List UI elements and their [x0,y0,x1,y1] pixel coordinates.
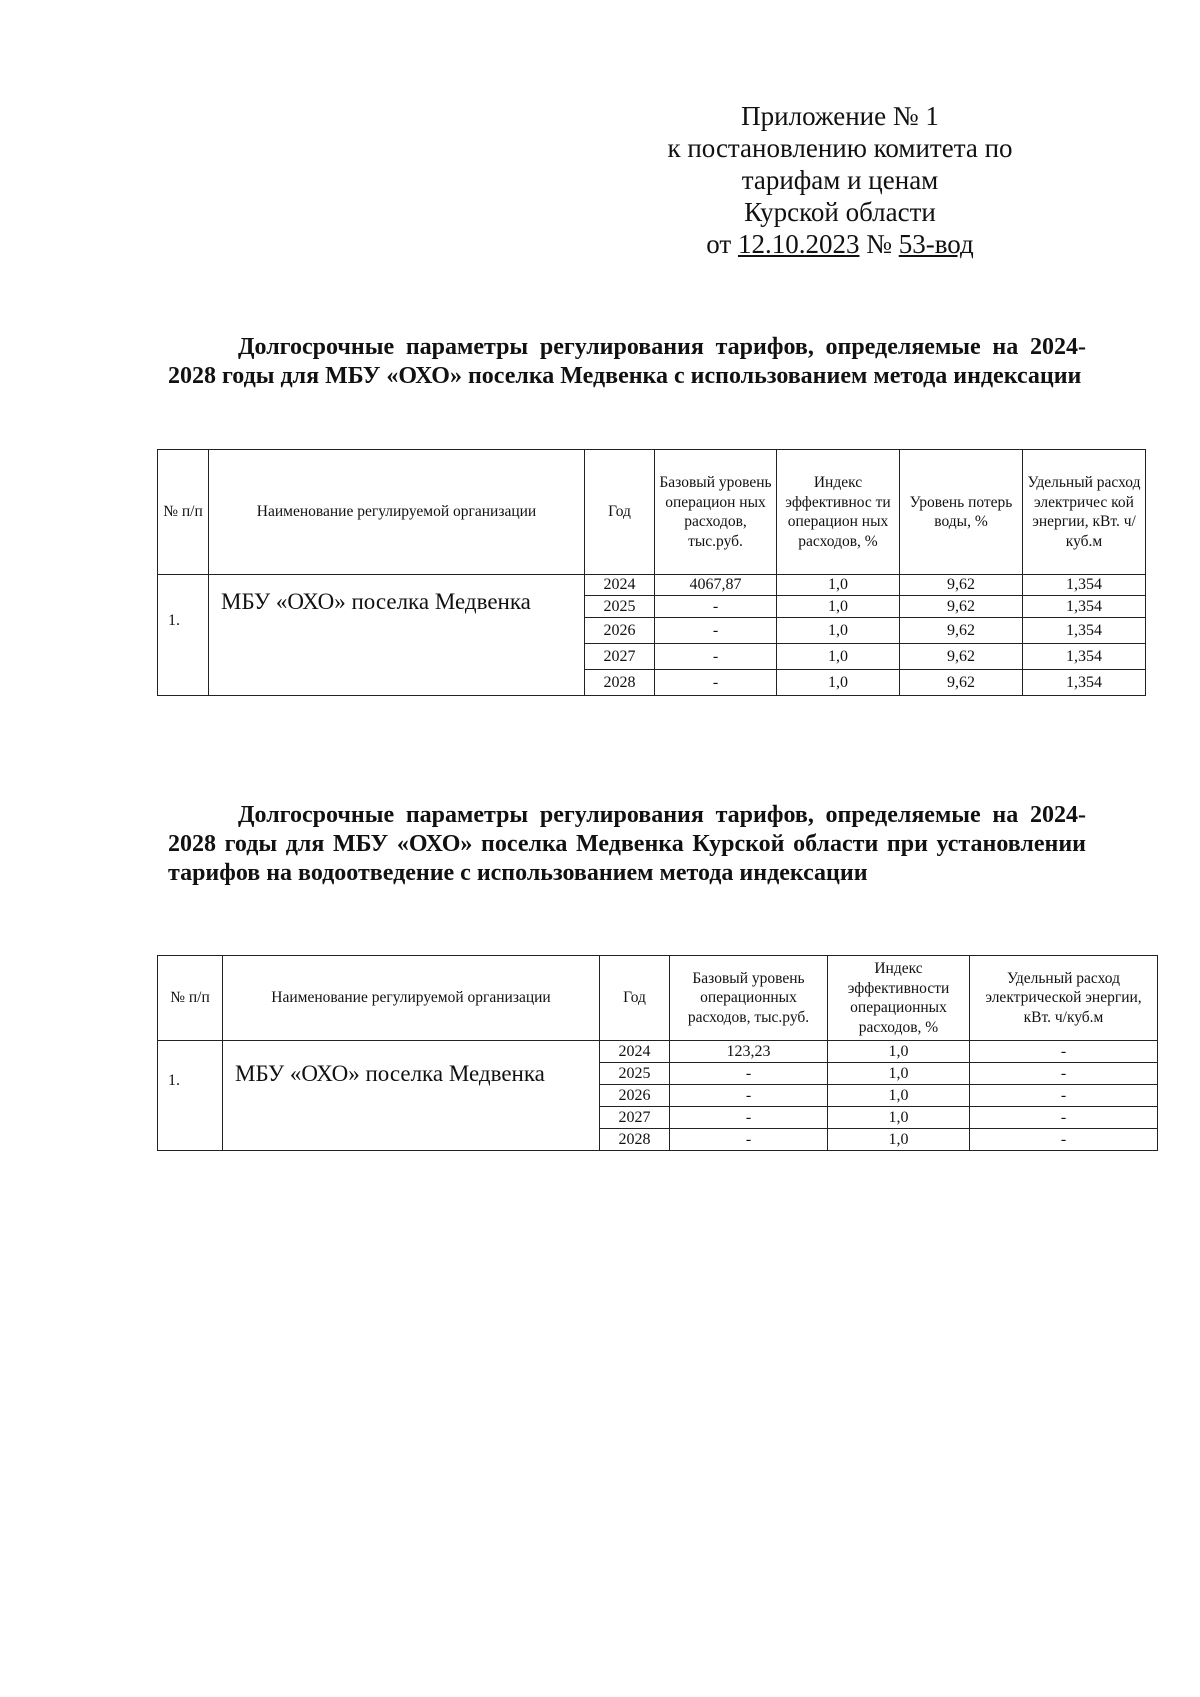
appendix-line: к постановлению комитета по [667,133,1013,163]
number-prefix: № [866,229,892,259]
section1-heading [168,333,1086,391]
appendix-block [600,100,1080,260]
year-cell: 2026 [600,1085,670,1107]
row-number: 1. [158,1041,223,1151]
base-costs-cell: - [655,618,777,644]
header-efficiency-index: Индекс эффективности операционных расходов, % [828,956,970,1041]
base-costs-cell: - [655,596,777,618]
year-cell: 2025 [600,1063,670,1085]
efficiency-index-cell: 1,0 [828,1085,970,1107]
year-cell: 2024 [600,1041,670,1063]
efficiency-index-cell: 1,0 [777,596,900,618]
wastewater-table [157,955,1158,1151]
header-year: Год [585,450,655,575]
header-num: № п/п [158,956,223,1041]
organization-name: МБУ «ОХО» поселка Медвенка [209,575,585,696]
efficiency-index-cell: 1,0 [828,1063,970,1085]
water-loss-cell: 9,62 [900,644,1023,670]
header-org: Наименование регулируемой организации [223,956,600,1041]
energy-consumption-cell: 1,354 [1023,670,1146,696]
efficiency-index-cell: 1,0 [777,670,900,696]
section1-heading-line1: Долгосрочные параметры регулирования тарифов, определяемые на [238,334,1019,360]
energy-consumption-cell: 1,354 [1023,575,1146,596]
efficiency-index-cell: 1,0 [828,1129,970,1151]
header-org: Наименование регулируемой организации [209,450,585,575]
water-loss-cell: 9,62 [900,575,1023,596]
header-base-costs: Базовый уровень операцион ных расходов, тыс.руб. [655,450,777,575]
date-prefix: от [706,229,732,259]
year-cell: 2025 [585,596,655,618]
header-year: Год [600,956,670,1041]
efficiency-index-cell: 1,0 [777,618,900,644]
water-supply-table [157,449,1146,696]
header-base-costs: Базовый уровень операционных расходов, тыс.руб. [670,956,828,1041]
row-number: 1. [158,575,209,696]
energy-consumption-cell: - [970,1129,1158,1151]
base-costs-cell: 123,23 [670,1041,828,1063]
efficiency-index-cell: 1,0 [777,644,900,670]
table-header-row [158,956,1158,1041]
header-efficiency-index: Индекс эффективнос ти операцион ных расходов, % [777,450,900,575]
base-costs-cell: - [670,1085,828,1107]
header-water-loss: Уровень потерь воды, % [900,450,1023,575]
section2-heading-line1: Долгосрочные параметры регулирования тарифов, определяемые на [238,802,1019,828]
header-energy-consumption: Удельный расход электрической энергии, кВт. ч/куб.м [970,956,1158,1041]
energy-consumption-cell: 1,354 [1023,596,1146,618]
year-cell: 2027 [585,644,655,670]
section2-heading-rest: 2024-2028 годы для МБУ «ОХО» поселка Медвенка Курской области при установлении тарифов на водоотведение с использованием метода индексации [168,802,1086,886]
base-costs-cell: - [670,1107,828,1129]
appendix-date-line [600,228,1080,260]
base-costs-cell: - [670,1063,828,1085]
year-cell: 2028 [585,670,655,696]
year-cell: 2026 [585,618,655,644]
base-costs-cell: - [655,644,777,670]
table-row [158,575,1146,596]
table-header-row [158,450,1146,575]
decree-date: 12.10.2023 [737,229,860,259]
energy-consumption-cell: 1,354 [1023,644,1146,670]
appendix-line: тарифам и ценам [741,165,939,195]
table-row [158,1041,1158,1063]
energy-consumption-cell: - [970,1063,1158,1085]
energy-consumption-cell: - [970,1041,1158,1063]
appendix-title: Приложение № 1 [741,101,939,131]
energy-consumption-cell: 1,354 [1023,618,1146,644]
organization-name: МБУ «ОХО» поселка Медвенка [223,1041,600,1151]
base-costs-cell: - [670,1129,828,1151]
header-num: № п/п [158,450,209,575]
year-cell: 2024 [585,575,655,596]
header-energy-consumption: Удельный расход электричес кой энергии, кВт. ч/куб.м [1023,450,1146,575]
decree-number: 53-вод [898,229,974,259]
base-costs-cell: 4067,87 [655,575,777,596]
water-loss-cell: 9,62 [900,670,1023,696]
efficiency-index-cell: 1,0 [828,1107,970,1129]
appendix-line: Курской области [744,197,936,227]
base-costs-cell: - [655,670,777,696]
energy-consumption-cell: - [970,1085,1158,1107]
energy-consumption-cell: - [970,1107,1158,1129]
efficiency-index-cell: 1,0 [777,575,900,596]
section1-heading-rest: 2024-2028 годы для МБУ «ОХО» поселка Медвенка с использованием метода индексации [168,334,1086,389]
water-loss-cell: 9,62 [900,618,1023,644]
section2-heading [168,801,1086,888]
year-cell: 2027 [600,1107,670,1129]
year-cell: 2028 [600,1129,670,1151]
water-loss-cell: 9,62 [900,596,1023,618]
efficiency-index-cell: 1,0 [828,1041,970,1063]
